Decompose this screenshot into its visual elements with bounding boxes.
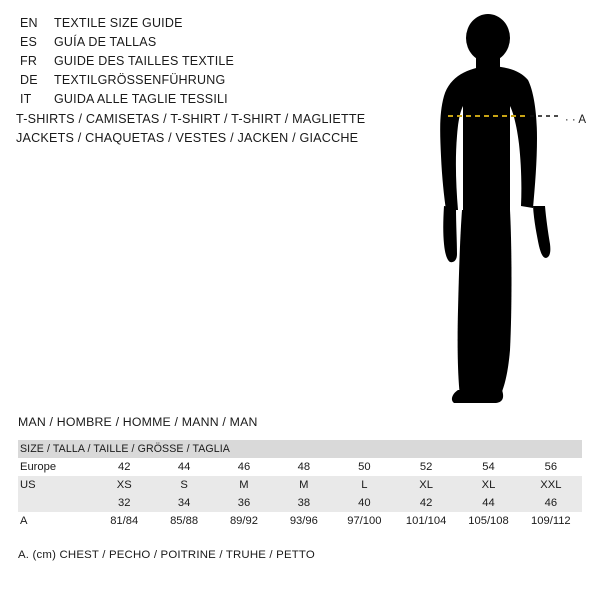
table-cell: 34 (154, 494, 214, 512)
table-cell: 109/112 (520, 512, 582, 530)
measure-label-letter: A (578, 114, 586, 126)
language-row (20, 54, 400, 73)
table-cell: 48 (274, 458, 334, 476)
table-cell: 50 (334, 458, 395, 476)
table-cell: XXL (520, 476, 582, 494)
garment-category-block (16, 112, 416, 150)
table-row (18, 476, 582, 494)
silhouette-svg (400, 10, 590, 405)
table-cell: 89/92 (214, 512, 274, 530)
table-cell: 40 (334, 494, 395, 512)
row-label (18, 494, 94, 512)
language-row (20, 35, 400, 54)
table-cell: M (214, 476, 274, 494)
row-label: US (18, 476, 94, 494)
table-cell: 105/108 (457, 512, 519, 530)
table-cell: 44 (457, 494, 519, 512)
language-row (20, 16, 400, 35)
table-cell: S (154, 476, 214, 494)
row-label: A (18, 512, 94, 530)
table-cell: M (274, 476, 334, 494)
language-text: TEXTILE SIZE GUIDE (54, 16, 183, 30)
language-row (20, 73, 400, 92)
language-text: GUÍA DE TALLAS (54, 35, 157, 49)
table-cell: 93/96 (274, 512, 334, 530)
language-text: TEXTILGRÖSSENFÜHRUNG (54, 73, 226, 87)
table-cell: 81/84 (94, 512, 154, 530)
table-cell: 38 (274, 494, 334, 512)
table-cell: 42 (94, 458, 154, 476)
language-title-block (20, 16, 400, 111)
table-cell: XL (457, 476, 519, 494)
table-cell: 56 (520, 458, 582, 476)
row-label: Europe (18, 458, 94, 476)
table-row (18, 458, 582, 476)
table-header-row (18, 440, 582, 458)
table-cell: 46 (214, 458, 274, 476)
language-text: GUIDE DES TAILLES TEXTILE (54, 54, 235, 68)
table-cell: 85/88 (154, 512, 214, 530)
right-arm-shape (533, 206, 550, 258)
size-table (18, 440, 582, 530)
language-code: IT (20, 92, 32, 106)
left-arm-shape (443, 206, 457, 262)
language-code: ES (20, 35, 38, 49)
language-code: EN (20, 16, 38, 30)
measure-label-a (565, 114, 586, 126)
table-cell: 101/104 (395, 512, 457, 530)
table-cell: 42 (395, 494, 457, 512)
table-header-label: SIZE / TALLA / TAILLE / GRÖSSE / TAGLIA (18, 440, 582, 458)
table-row (18, 494, 582, 512)
table-cell: 97/100 (334, 512, 395, 530)
category-line-jackets: JACKETS / CHAQUETAS / VESTES / JACKEN / GIACCHE (16, 131, 359, 145)
table-cell: 54 (457, 458, 519, 476)
measure-label-dots: · · (564, 114, 576, 126)
head-shape (466, 14, 510, 62)
male-silhouette-figure (400, 10, 590, 405)
table-cell: 36 (214, 494, 274, 512)
language-row (20, 92, 400, 111)
table-cell: XS (94, 476, 154, 494)
table-cell: 44 (154, 458, 214, 476)
table-cell: L (334, 476, 395, 494)
feet-shape (452, 390, 503, 403)
language-code: FR (20, 54, 38, 68)
language-code: DE (20, 73, 38, 87)
language-text: GUIDA ALLE TAGLIE TESSILI (54, 92, 228, 106)
table-cell: 52 (395, 458, 457, 476)
category-line-tshirts: T-SHIRTS / CAMISETAS / T-SHIRT / T-SHIRT / MAGLIETTE (16, 112, 366, 126)
table-cell: 46 (520, 494, 582, 512)
legs-shape (458, 210, 512, 396)
table-cell: 32 (94, 494, 154, 512)
table-row (18, 512, 582, 530)
table-title: MAN / HOMBRE / HOMME / MANN / MAN (18, 415, 258, 429)
table-cell: XL (395, 476, 457, 494)
table-footnote: A. (cm) CHEST / PECHO / POITRINE / TRUHE / PETTO (18, 549, 315, 561)
